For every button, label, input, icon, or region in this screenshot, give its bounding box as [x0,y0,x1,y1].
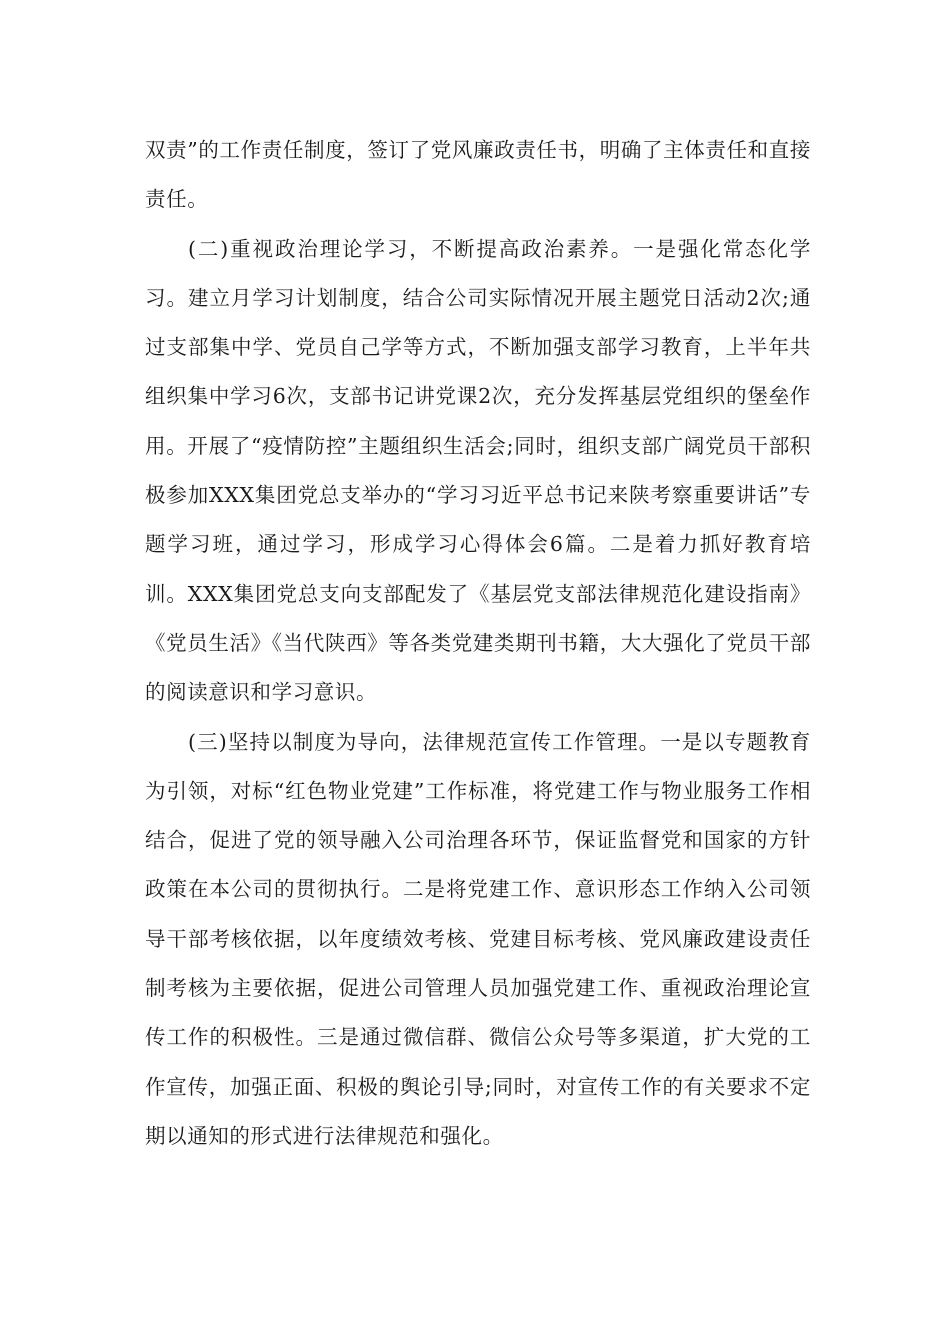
body-text [145,126,811,1161]
paragraph-section-two: (二)重视政治理论学习，不断提高政治素养。一是强化常态化学习。建立月学习计划制度，结合公司实际情况开展主题党日活动2次;通过支部集中学、党员自己学等方式，不断加强支部学习教育，上半年共组织集中学习6次，支部书记讲党课2次，充分发挥基层党组织的堡垒作用。开展了“疫情防控”主题组织生活会;同时，组织支部广阔党员干部积极参加XXX集团党总支举办的“学习习近平总书记来陕考察重要讲话”专题学习班，通过学习，形成学习心得体会6篇。二是着力抓好教育培训。XXX集团党总支向支部配发了《基层党支部法律规范化建设指南》《党员生活》《当代陕西》等各类党建类期刊书籍，大大强化了党员干部的阅读意识和学习意识。 [145,236,811,705]
paragraph-section-three: (三)坚持以制度为导向，法律规范宣传工作管理。一是以专题教育为引领，对标“红色物业党建”工作标准，将党建工作与物业服务工作相结合，促进了党的领导融入公司治理各环节，保证监督党和国家的方针政策在本公司的贯彻执行。二是将党建工作、意识形态工作纳入公司领导干部考核依据，以年度绩效考核、党建目标考核、党风廉政建设责任制考核为主要依据，促进公司管理人员加强党建工作、重视政治理论宣传工作的积极性。三是通过微信群、微信公众号等多渠道，扩大党的工作宣传，加强正面、积极的舆论引导;同时，对宣传工作的有关要求不定期以通知的形式进行法律规范和强化。 [145,729,811,1148]
paragraph-continuation: 双责”的工作责任制度，签订了党风廉政责任书，明确了主体责任和直接责任。 [145,138,811,212]
